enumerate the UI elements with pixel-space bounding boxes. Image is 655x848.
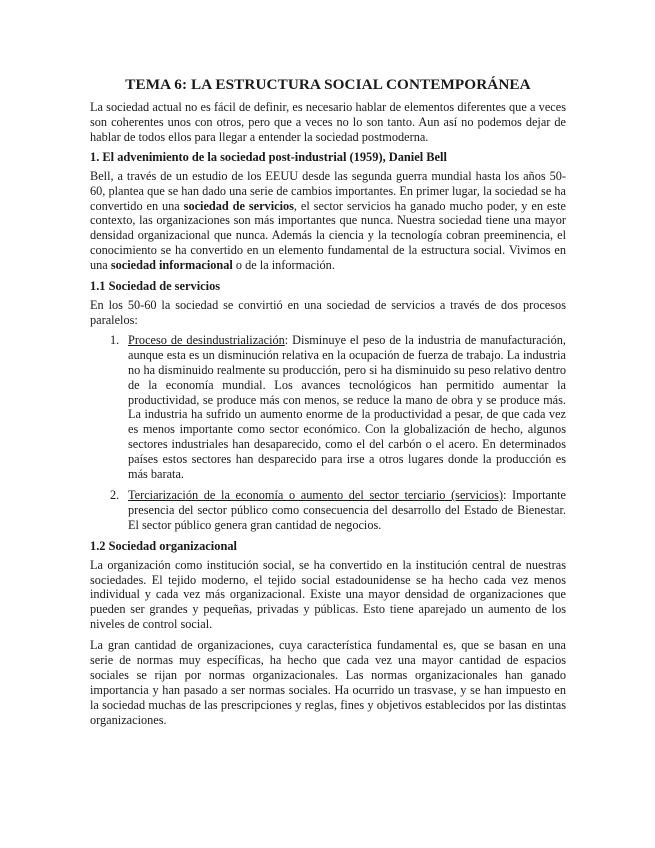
document-page bbox=[90, 76, 566, 734]
list-term: Proceso de desindustrialización bbox=[128, 332, 285, 347]
list-item bbox=[90, 488, 566, 533]
section-1-heading: 1. El advenimiento de la sociedad post-industrial (1959), Daniel Bell bbox=[90, 149, 447, 164]
section-1-1-heading: 1.1 Sociedad de servicios bbox=[90, 279, 221, 294]
list-text: : Disminuye el peso de la industria de manufacturación, aunque esta es un disminución relativa en la ocupación de fuerza de trabajo. La industria no ha disminuido realmente su producción, pero si ha disminuido su peso relativo dentro de la economía mundial. Los avances tecnológicos han permitido aumentar la productividad, se produce más con menos, se reduce la mano de obra y se produce más. La industria ha sufrido un aumento enorme de la productividad a pesar, de que cada vez es menos importante como sector económico. Con la globalización de hecho, algunos sectores industriales han desaparecido, como el del carbón o el acero. En determinados países estos sectores han desparecido para irse a otros lugares donde la producción es más barata. bbox=[128, 332, 566, 482]
document-title: TEMA 6: LA ESTRUCTURA SOCIAL CONTEMPORÁNEA bbox=[125, 76, 531, 93]
list-item bbox=[90, 333, 566, 482]
process-list bbox=[90, 333, 566, 533]
section-1-text-a: Bell, a través de un estudio de los EEUU desde las segunda guerra mundial hasta los años 50-60, plantea que se han dado una serie de cambios importantes. En primer lugar, la sociedad se ha convertido en una bbox=[90, 168, 566, 213]
section-1-1-intro: En los 50-60 la sociedad se convirtió en una sociedad de servicios a través de dos procesos paralelos: bbox=[90, 298, 566, 327]
intro-paragraph: La sociedad actual no es fácil de definir, es necesario hablar de elementos diferentes que a veces son coherentes unos con otros, pero que a veces no lo son tanto. Aun así no podemos dejar de hablar de todos ellos para llegar a entender la sociedad postmoderna. bbox=[90, 100, 566, 144]
section-1-2-paragraph-2: La gran cantidad de organizaciones, cuya característica fundamental es, que se basan en una serie de normas muy específicas, ha hecho que cada vez una mayor cantidad de espacios sociales se rijan por normas organizacionales. Las normas organizacionales han ganado importancia y han pasado a ser normas sociales. Ha ocurrido un trasvase, y se han impuesto en la sociedad muchas de las prescripciones y reglas, fines y objetivos establecidos por las distintas organizaciones. bbox=[90, 638, 566, 727]
list-number: 2. bbox=[110, 487, 120, 502]
section-1-text-c: o de la información. bbox=[232, 258, 335, 273]
section-1-paragraph bbox=[90, 169, 566, 273]
section-1-2-heading: 1.2 Sociedad organizacional bbox=[90, 538, 237, 553]
bold-term-informational: sociedad informacional bbox=[110, 258, 233, 273]
list-number: 1. bbox=[110, 332, 120, 347]
section-1-2-paragraph-1: La organización como institución social, se ha convertido en la institución central de nuestras sociedades. El tejido moderno, el tejido social estadounidense se ha hecho cada vez menos individual y cada vez más organizacional. Existe una mayor densidad de organizaciones que pueden ser grandes y pequeñas, privadas y públicas. Esto tiene aparejado un aumento de los niveles de control social. bbox=[90, 557, 566, 632]
section-1-text-b: , el sector servicios ha ganado mucho poder, y en este contexto, las organizaciones son más importantes que nunca. Nuestra sociedad tiene una mayor densidad organizacional que nunca. Además la ciencia y la tecnología cobran preeminencia, el conocimiento se ha convertido en un elemento fundamental de la estructura social. Vivimos en una bbox=[90, 198, 566, 273]
bold-term-services: sociedad de servicios bbox=[183, 198, 294, 213]
list-text: : Importante presencia del sector público como consecuencia del desarrollo del Estado de Bienestar. El sector público genera gran cantidad de negocios. bbox=[128, 487, 566, 532]
list-term: Terciarización de la economía o aumento del sector terciario (servicios) bbox=[128, 487, 503, 502]
